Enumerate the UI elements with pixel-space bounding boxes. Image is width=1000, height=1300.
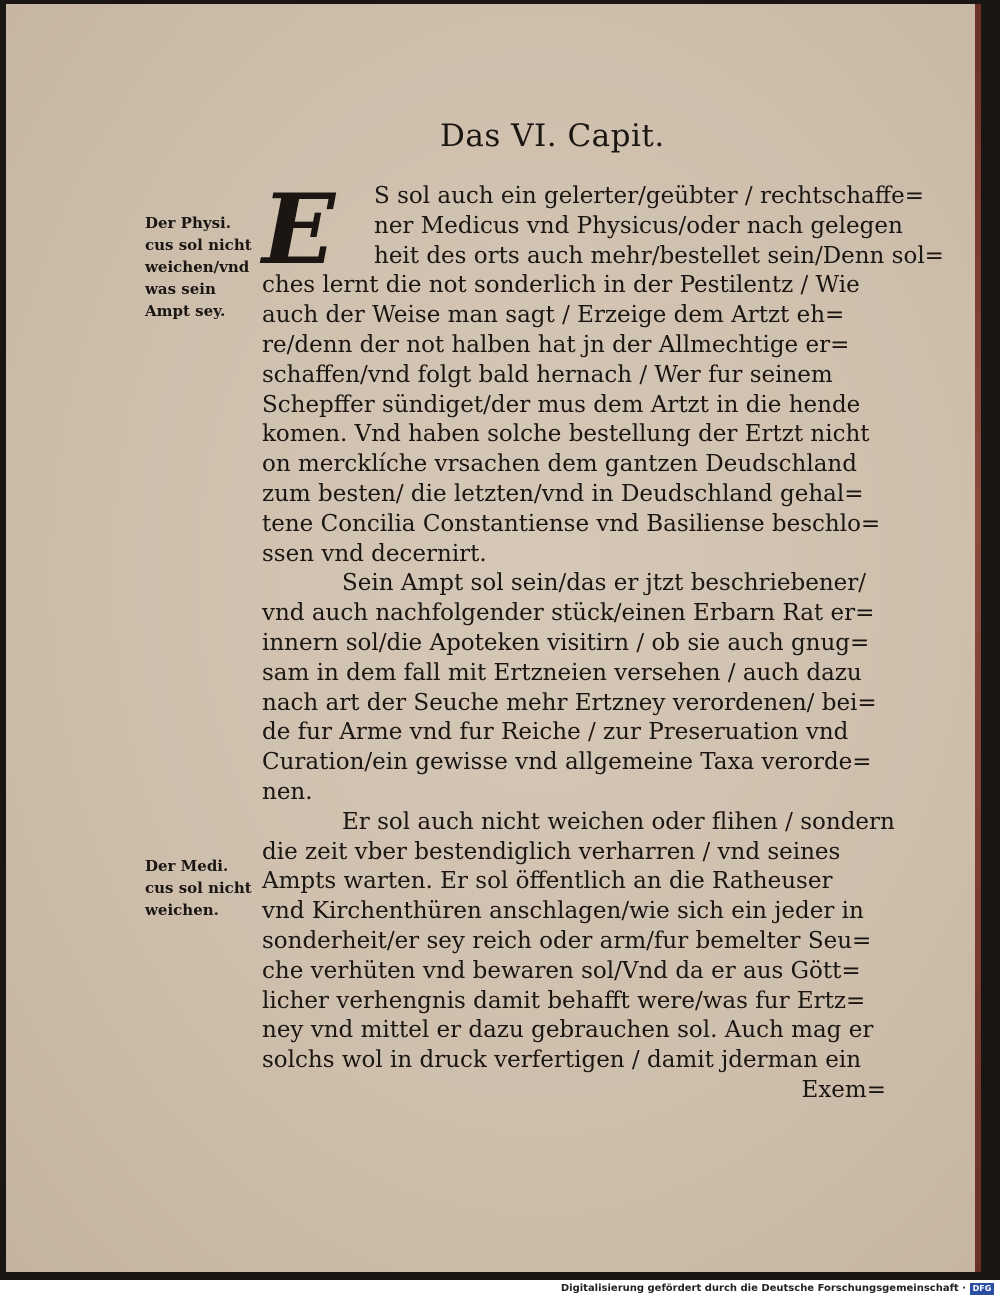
dfg-logo-icon: DFG [970,1283,994,1295]
marginal-line: was sein [145,280,216,298]
body-line: ches lernt die not sonderlich in der Pestilentz / Wie [262,272,860,299]
body-line: sonderheit/er sey reich oder arm/fur bemelter Seu= [262,927,872,954]
body-line: Er sol auch nicht weichen oder flihen / sondern [342,808,895,835]
catchword: Exem= [801,1076,886,1103]
body-line: S sol auch ein gelerter/geübter / rechtschaffe= [374,183,924,209]
marginal-line: Der Physi. [145,214,231,232]
drop-initial: E [262,173,336,286]
body-line: sam in dem fall mit Ertzneien versehen / auch dazu [262,659,862,686]
marginal-line: cus sol nicht [145,879,252,897]
body-line: nen. [262,778,313,805]
body-line: solchs wol in druck verfertigen / damit jderman ein [262,1047,862,1074]
body-line: ney vnd mittel er dazu gebrauchen sol. Auch mag er [262,1017,874,1044]
body-line: vnd auch nachfolgender stück/einen Erbarn Rat er= [262,600,875,627]
body-line: Curation/ein gewisse vnd allgemeine Taxa verorde= [262,749,872,776]
body-line: schaffen/vnd folgt bald hernach / Wer fur seinem [262,361,833,388]
body-line: auch der Weise man sagt / Erzeige dem Artzt eh= [262,302,845,329]
body-line: re/denn der not halben hat jn der Allmechtige er= [262,331,850,358]
marginal-line: Ampt sey. [145,302,226,320]
body-line: Schepffer sündiget/der mus dem Artzt in die hende [262,391,861,418]
body-line: vnd Kirchenthüren anschlagen/wie sich ein jeder in [262,898,864,925]
body-line: komen. Vnd haben solche bestellung der Ertzt nicht [262,421,870,448]
body-line: on mercklíche vrsachen dem gantzen Deudschland [262,451,857,478]
body-line: licher verhengnis damit behafft were/was fur Ertz= [262,987,866,1014]
body-line: heit des orts auch mehr/bestellet sein/Denn sol= [374,242,944,269]
marginal-note-medicus [145,855,263,921]
body-text [262,173,944,1106]
running-head: Das VI. Capit. [440,118,665,154]
body-line: de fur Arme vnd fur Reiche / zur Preseruation vnd [262,719,849,746]
body-line: Sein Ampt sol sein/das er jtzt beschriebener/ [342,570,867,597]
body-line: die zeit vber bestendiglich verharren / vnd seines [262,838,841,865]
body-line: Ampts warten. Er sol öffentlich an die Ratheuser [262,868,833,895]
body-line: tene Concilia Constantiense vnd Basiliense beschlo= [262,510,881,537]
body-line: innern sol/die Apoteken visitirn / ob sie auch gnug= [262,629,870,656]
footer-credit: Digitalisierung gefördert durch die Deutsche Forschungsgemeinschaft · [560,1283,966,1294]
body-line: nach art der Seuche mehr Ertzney verordenen/ bei= [262,689,877,716]
marginal-note-physicus [145,212,263,322]
page-edge [975,4,981,1272]
marginal-line: weichen. [145,901,219,919]
body-line: zum besten/ die letzten/vnd in Deudschland gehal= [262,480,864,507]
marginal-line: Der Medi. [145,857,229,875]
body-line: che verhüten vnd bewaren sol/Vnd da er aus Gött= [262,957,861,984]
body-line: ner Medicus vnd Physicus/oder nach gelegen [374,212,903,239]
marginal-line: weichen/vnd [145,258,250,276]
marginal-line: cus sol nicht [145,236,252,254]
body-line: ssen vnd decernirt. [262,540,487,567]
